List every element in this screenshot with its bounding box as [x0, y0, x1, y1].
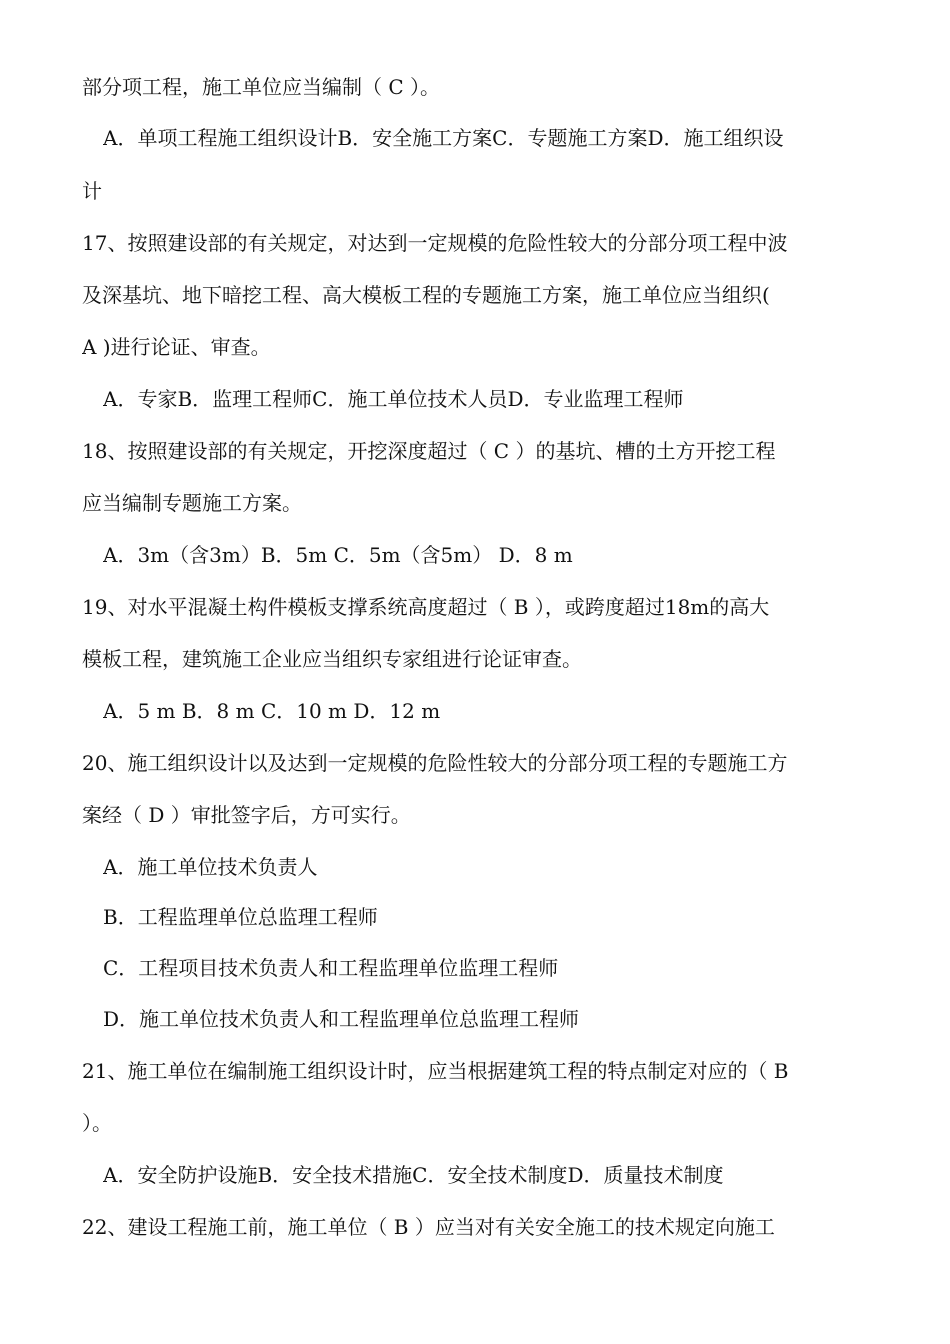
question-20-stem: 20、施工组织设计以及达到一定规模的危险性较大的分部分项工程的专题施工方 [82, 751, 788, 775]
question-17-stem-line-2: 及深基坑、地下暗挖工程、高大模板工程的专题施工方案，施工单位应当组织( [82, 283, 770, 307]
question-16-options-wrap: 计 [82, 179, 102, 203]
question-17-options: A．专家B．监理工程师C．施工单位技术人员D．专业监理工程师 [103, 387, 684, 411]
question-19-stem-line-2: 模板工程，建筑施工企业应当组织专家组进行论证审查。 [82, 647, 582, 671]
question-20-option-c: C．工程项目技术负责人和工程监理单位监理工程师 [103, 956, 559, 980]
question-18-stem-line-2: 应当编制专题施工方案。 [82, 491, 302, 515]
question-21-stem-line-2: ）。 [82, 1111, 112, 1135]
question-21-stem: 21、施工单位在编制施工组织设计时，应当根据建筑工程的特点制定对应的（ B [82, 1059, 789, 1083]
question-17-stem-line-3: A )进行论证、审查。 [82, 335, 271, 359]
question-20-option-a: A．施工单位技术负责人 [103, 855, 318, 879]
question-16-options: A．单项工程施工组织设计B．安全施工方案C．专题施工方案D．施工组织设 [103, 126, 784, 150]
question-18-stem: 18、按照建设部的有关规定，开挖深度超过（ C ）的基坑、槽的土方开挖工程 [82, 439, 776, 463]
question-17-stem: 17、按照建设部的有关规定，对达到一定规模的危险性较大的分部分项工程中波 [82, 231, 788, 255]
question-20-option-b: B．工程监理单位总监理工程师 [103, 905, 378, 929]
question-20-stem-line-2: 案经（ D ）审批签字后，方可实行。 [82, 803, 411, 827]
question-19-stem: 19、对水平混凝土构件模板支撑系统高度超过（ B ），或跨度超过18m的高大 [82, 595, 770, 619]
question-19-options: A．5 m B．8 m C．10 m D．12 m [103, 699, 441, 723]
question-16-stem-end: 部分项工程，施工单位应当编制（ C ）。 [82, 75, 441, 99]
question-20-option-d: D．施工单位技术负责人和工程监理单位总监理工程师 [103, 1007, 580, 1031]
question-22-stem: 22、建设工程施工前，施工单位（ B ）应当对有关安全施工的技术规定向施工 [82, 1215, 775, 1239]
question-18-options: A．3m（含3m）B．5m C．5m（含5m） D．8 m [103, 543, 573, 567]
question-21-options: A．安全防护设施B．安全技术措施C．安全技术制度D．质量技术制度 [103, 1163, 724, 1187]
